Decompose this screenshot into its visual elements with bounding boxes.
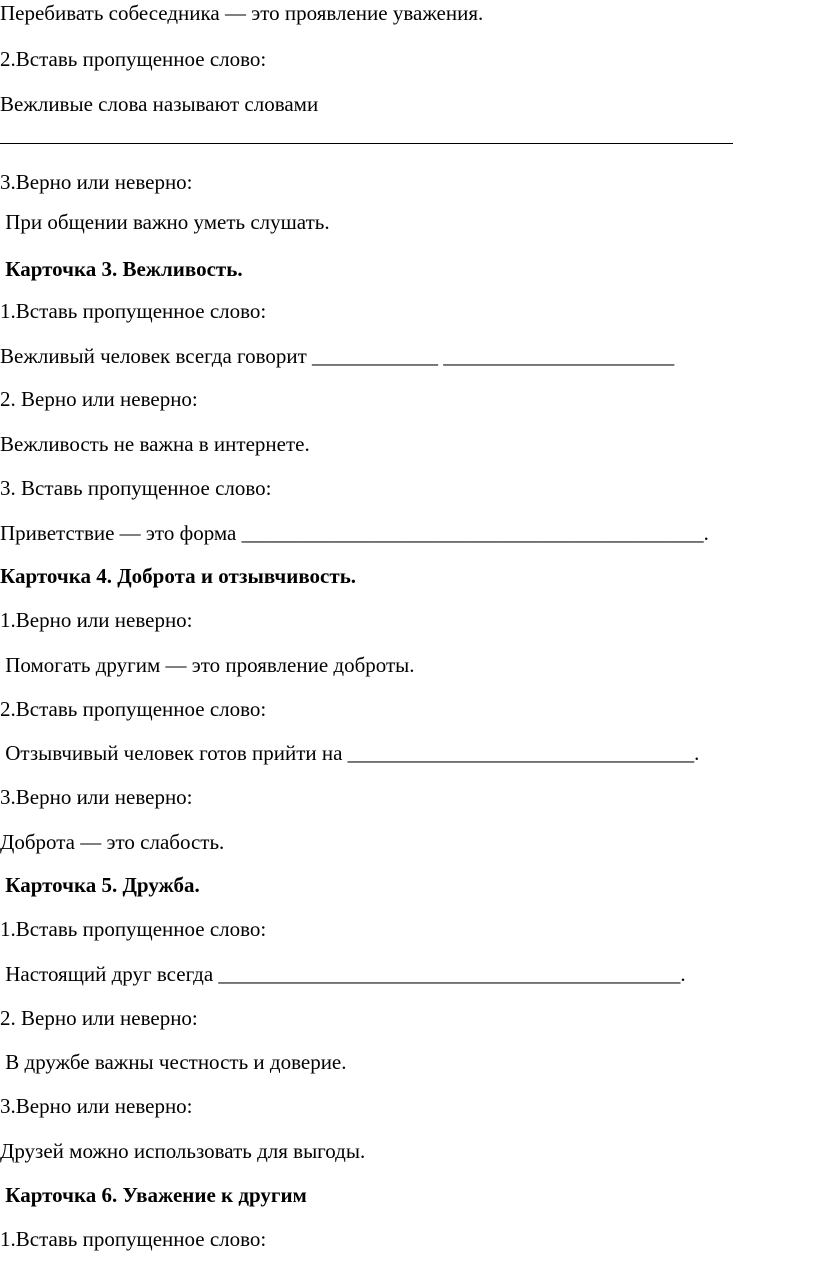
card-heading: Карточка 4. Доброта и отзывчивость. [0,564,357,588]
statement-text: Вежливый человек всегда говорит ____________ ______________________ [0,344,675,368]
statement-text: Приветствие — это форма ____________________________________________. [0,521,709,545]
question-label: 3.Верно или неверно: [0,170,193,194]
answer-blank-line [0,143,733,144]
question-label: 2.Вставь пропущенное слово: [0,697,267,721]
question-label: 3.Верно или неверно: [0,785,193,809]
card-heading: Карточка 3. Вежливость. [0,257,243,281]
statement-text: Вежливость не важна в интернете. [0,432,310,456]
question-label: 1.Вставь пропущенное слово: [0,299,267,323]
card-heading: Карточка 5. Дружба. [0,873,200,897]
question-label: 2. Верно или неверно: [0,387,198,411]
question-label: 3.Верно или неверно: [0,1094,193,1118]
question-label: 1.Верно или неверно: [0,608,193,632]
question-label: 3. Вставь пропущенное слово: [0,476,272,500]
statement-text: Настоящий друг всегда ____________________________________________. [0,962,686,986]
question-label: 2.Вставь пропущенное слово: [0,47,267,71]
question-label: 1.Вставь пропущенное слово: [0,1227,267,1251]
card-heading: Карточка 6. Уважение к другим [0,1183,307,1207]
statement-text: Вежливые слова называют словами [0,92,319,116]
question-label: 1.Вставь пропущенное слово: [0,917,267,941]
statement-text: В дружбе важны честность и доверие. [0,1050,347,1074]
statement-text: Друзей можно использовать для выгоды. [0,1139,366,1163]
statement-text: Перебивать собеседника — это проявление уважения. [0,1,484,25]
statement-text: При общении важно уметь слушать. [0,210,330,234]
statement-text: Помогать другим — это проявление доброты. [0,653,415,677]
statement-text: Отзывчивый человек готов прийти на _________________________________. [0,741,700,765]
question-label: 2. Верно или неверно: [0,1006,198,1030]
statement-text: Доброта — это слабость. [0,830,225,854]
